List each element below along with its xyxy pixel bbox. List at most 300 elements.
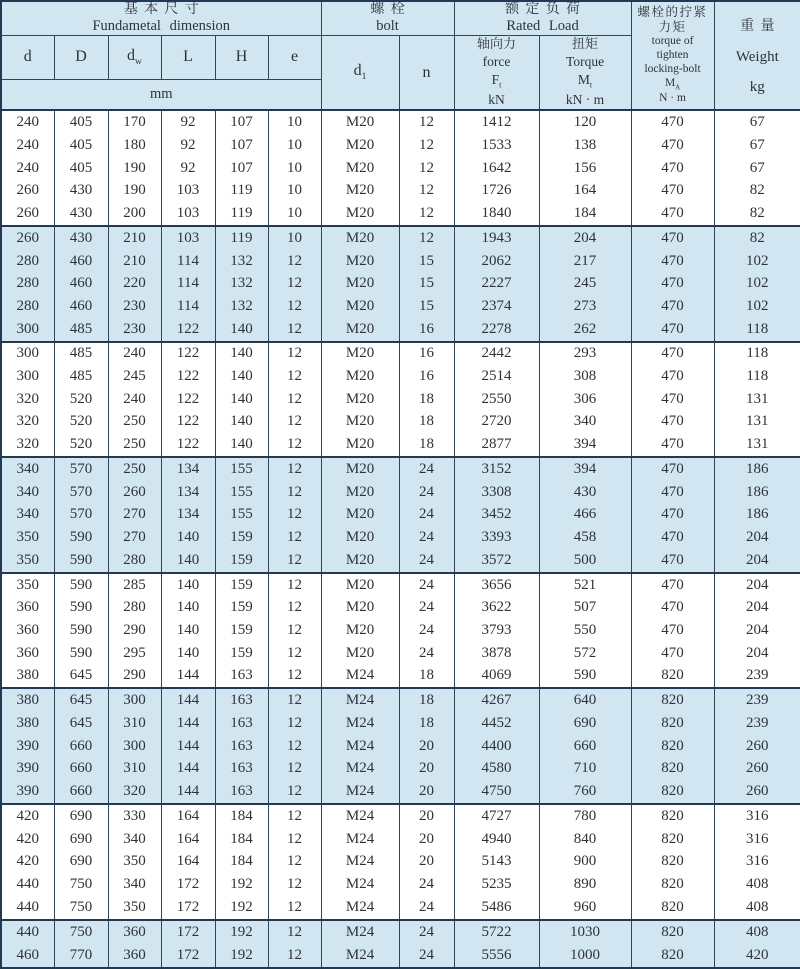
cell-d: 360 (1, 619, 54, 642)
cell-H: 159 (215, 549, 268, 573)
cell-e: 12 (268, 250, 321, 273)
cell-n: 18 (399, 388, 454, 411)
cell-L: 140 (161, 642, 215, 665)
cell-n: 24 (399, 944, 454, 968)
cell-locking_torque: 470 (631, 134, 714, 157)
cell-torque: 1000 (539, 944, 631, 968)
cell-D: 460 (54, 250, 108, 273)
cell-D: 485 (54, 342, 108, 366)
cell-weight: 260 (714, 758, 800, 781)
cell-D: 690 (54, 851, 108, 874)
cell-e: 12 (268, 758, 321, 781)
cell-force: 1412 (454, 110, 539, 134)
cell-n: 18 (399, 411, 454, 434)
header-rated-load-zh: 额定负荷 (505, 2, 587, 17)
cell-n: 15 (399, 295, 454, 318)
table-row (1, 758, 800, 781)
cell-d: 280 (1, 272, 54, 295)
table-row (1, 549, 800, 573)
cell-e: 12 (268, 735, 321, 758)
cell-locking_torque: 470 (631, 433, 714, 457)
cell-torque: 500 (539, 549, 631, 573)
cell-torque: 521 (539, 573, 631, 597)
cell-d1: M24 (321, 804, 399, 828)
cell-locking_torque: 470 (631, 526, 714, 549)
cell-D: 590 (54, 597, 108, 620)
cell-dw: 295 (108, 642, 161, 665)
cell-force: 3656 (454, 573, 539, 597)
cell-e: 12 (268, 944, 321, 968)
cell-n: 12 (399, 179, 454, 202)
cell-weight: 408 (714, 873, 800, 896)
cell-weight: 204 (714, 597, 800, 620)
cell-d1: M20 (321, 157, 399, 180)
cell-L: 144 (161, 688, 215, 712)
cell-weight: 82 (714, 179, 800, 202)
cell-D: 590 (54, 573, 108, 597)
cell-D: 460 (54, 272, 108, 295)
cell-e: 12 (268, 318, 321, 342)
cell-force: 5722 (454, 920, 539, 944)
cell-H: 184 (215, 828, 268, 851)
cell-dw: 360 (108, 944, 161, 968)
cell-weight: 204 (714, 549, 800, 573)
cell-force: 5235 (454, 873, 539, 896)
cell-locking_torque: 820 (631, 664, 714, 688)
col-header-force-en: force (482, 54, 511, 70)
cell-d1: M24 (321, 851, 399, 874)
cell-force: 2877 (454, 433, 539, 457)
cell-force: 2278 (454, 318, 539, 342)
cell-D: 590 (54, 549, 108, 573)
cell-d: 440 (1, 896, 54, 920)
table-row (1, 411, 800, 434)
cell-torque: 960 (539, 896, 631, 920)
cell-H: 184 (215, 851, 268, 874)
table-row (1, 433, 800, 457)
cell-H: 184 (215, 804, 268, 828)
table-row (1, 365, 800, 388)
cell-weight: 204 (714, 619, 800, 642)
header-locking-torque-en1: torque of (651, 35, 694, 48)
cell-d: 340 (1, 481, 54, 504)
cell-d1: M20 (321, 342, 399, 366)
cell-d: 380 (1, 688, 54, 712)
table-row (1, 226, 800, 250)
cell-dw: 320 (108, 780, 161, 804)
cell-force: 3452 (454, 504, 539, 527)
cell-d1: M20 (321, 597, 399, 620)
cell-d: 260 (1, 226, 54, 250)
cell-n: 24 (399, 457, 454, 481)
cell-dw: 240 (108, 342, 161, 366)
cell-dw: 230 (108, 318, 161, 342)
cell-e: 10 (268, 226, 321, 250)
cell-H: 159 (215, 619, 268, 642)
cell-d1: M20 (321, 457, 399, 481)
cell-D: 570 (54, 457, 108, 481)
cell-force: 2720 (454, 411, 539, 434)
header-bolt-en: bolt (376, 18, 399, 35)
cell-e: 10 (268, 134, 321, 157)
cell-d1: M20 (321, 179, 399, 202)
cell-weight: 408 (714, 920, 800, 944)
cell-H: 132 (215, 250, 268, 273)
cell-L: 103 (161, 226, 215, 250)
cell-D: 750 (54, 873, 108, 896)
cell-weight: 67 (714, 134, 800, 157)
cell-locking_torque: 820 (631, 944, 714, 968)
cell-d1: M24 (321, 664, 399, 688)
cell-D: 690 (54, 828, 108, 851)
cell-locking_torque: 820 (631, 712, 714, 735)
cell-H: 163 (215, 780, 268, 804)
cell-d: 320 (1, 388, 54, 411)
cell-n: 24 (399, 896, 454, 920)
cell-d: 260 (1, 202, 54, 226)
cell-locking_torque: 470 (631, 226, 714, 250)
cell-n: 20 (399, 735, 454, 758)
cell-force: 3572 (454, 549, 539, 573)
cell-dw: 285 (108, 573, 161, 597)
cell-H: 132 (215, 295, 268, 318)
cell-torque: 572 (539, 642, 631, 665)
table-row (1, 712, 800, 735)
cell-d: 380 (1, 664, 54, 688)
cell-d1: M24 (321, 712, 399, 735)
cell-n: 24 (399, 504, 454, 527)
cell-locking_torque: 820 (631, 851, 714, 874)
table-row (1, 920, 800, 944)
cell-H: 107 (215, 157, 268, 180)
table-row (1, 804, 800, 828)
table-row (1, 780, 800, 804)
cell-L: 164 (161, 804, 215, 828)
cell-D: 520 (54, 411, 108, 434)
cell-force: 3793 (454, 619, 539, 642)
cell-locking_torque: 470 (631, 619, 714, 642)
cell-H: 159 (215, 526, 268, 549)
cell-weight: 67 (714, 110, 800, 134)
cell-L: 134 (161, 504, 215, 527)
cell-force: 1533 (454, 134, 539, 157)
cell-H: 163 (215, 712, 268, 735)
cell-H: 140 (215, 365, 268, 388)
header-fundamental-dimension (1, 1, 321, 35)
cell-d1: M24 (321, 780, 399, 804)
cell-L: 144 (161, 664, 215, 688)
cell-e: 12 (268, 896, 321, 920)
col-header-force (454, 35, 539, 110)
cell-force: 4069 (454, 664, 539, 688)
header-locking-torque-symbol: $M_A$ (664, 76, 681, 91)
cell-D: 660 (54, 780, 108, 804)
cell-L: 140 (161, 597, 215, 620)
cell-weight: 102 (714, 295, 800, 318)
cell-H: 159 (215, 642, 268, 665)
cell-weight: 316 (714, 828, 800, 851)
cell-weight: 260 (714, 780, 800, 804)
cell-dw: 270 (108, 504, 161, 527)
cell-weight: 82 (714, 226, 800, 250)
cell-D: 485 (54, 365, 108, 388)
cell-dw: 350 (108, 896, 161, 920)
cell-d: 440 (1, 873, 54, 896)
cell-locking_torque: 820 (631, 873, 714, 896)
cell-force: 1642 (454, 157, 539, 180)
cell-torque: 293 (539, 342, 631, 366)
header-locking-torque-zh2: 力矩 (658, 20, 687, 35)
table-row (1, 457, 800, 481)
table-header (1, 1, 800, 110)
cell-dw: 180 (108, 134, 161, 157)
header-locking-torque-en3: locking-bolt (644, 62, 701, 75)
cell-n: 12 (399, 134, 454, 157)
cell-L: 140 (161, 549, 215, 573)
cell-d: 350 (1, 573, 54, 597)
cell-H: 140 (215, 388, 268, 411)
col-header-e: e (268, 35, 321, 79)
cell-dw: 230 (108, 295, 161, 318)
cell-D: 405 (54, 157, 108, 180)
table-row (1, 342, 800, 366)
cell-locking_torque: 470 (631, 573, 714, 597)
cell-n: 24 (399, 526, 454, 549)
table-row (1, 110, 800, 134)
cell-n: 16 (399, 365, 454, 388)
table-row (1, 873, 800, 896)
table-row (1, 688, 800, 712)
cell-dw: 360 (108, 920, 161, 944)
cell-force: 3152 (454, 457, 539, 481)
cell-n: 24 (399, 642, 454, 665)
cell-n: 18 (399, 664, 454, 688)
cell-d: 320 (1, 411, 54, 434)
cell-n: 24 (399, 597, 454, 620)
col-header-torque-zh: 扭矩 (572, 36, 599, 52)
cell-n: 12 (399, 110, 454, 134)
cell-H: 140 (215, 342, 268, 366)
cell-d: 340 (1, 457, 54, 481)
cell-force: 5556 (454, 944, 539, 968)
cell-d: 320 (1, 433, 54, 457)
cell-H: 155 (215, 457, 268, 481)
cell-weight: 186 (714, 504, 800, 527)
header-bolt (321, 1, 454, 35)
cell-H: 107 (215, 110, 268, 134)
cell-d: 240 (1, 110, 54, 134)
cell-torque: 262 (539, 318, 631, 342)
col-header-d: d (1, 35, 54, 79)
cell-force: 4580 (454, 758, 539, 781)
table-row (1, 573, 800, 597)
cell-torque: 458 (539, 526, 631, 549)
cell-dw: 240 (108, 388, 161, 411)
cell-e: 12 (268, 433, 321, 457)
cell-locking_torque: 470 (631, 388, 714, 411)
table-row (1, 388, 800, 411)
cell-D: 405 (54, 134, 108, 157)
cell-D: 690 (54, 804, 108, 828)
cell-weight: 260 (714, 735, 800, 758)
cell-torque: 184 (539, 202, 631, 226)
cell-torque: 780 (539, 804, 631, 828)
cell-weight: 82 (714, 202, 800, 226)
cell-force: 1943 (454, 226, 539, 250)
cell-dw: 270 (108, 526, 161, 549)
cell-dw: 290 (108, 664, 161, 688)
cell-L: 144 (161, 735, 215, 758)
cell-e: 12 (268, 411, 321, 434)
cell-D: 750 (54, 920, 108, 944)
col-header-n: n (399, 35, 454, 110)
cell-e: 12 (268, 804, 321, 828)
cell-weight: 131 (714, 411, 800, 434)
cell-dw: 190 (108, 157, 161, 180)
table-row (1, 642, 800, 665)
cell-d: 340 (1, 504, 54, 527)
cell-dw: 210 (108, 226, 161, 250)
header-fundamental-dimension-en: Fundametal dimension (92, 18, 231, 35)
cell-torque: 710 (539, 758, 631, 781)
cell-locking_torque: 470 (631, 110, 714, 134)
cell-d: 440 (1, 920, 54, 944)
cell-d1: M20 (321, 202, 399, 226)
cell-L: 92 (161, 134, 215, 157)
cell-force: 4267 (454, 688, 539, 712)
cell-L: 114 (161, 250, 215, 273)
cell-weight: 316 (714, 804, 800, 828)
cell-dw: 250 (108, 433, 161, 457)
cell-n: 20 (399, 851, 454, 874)
cell-D: 590 (54, 619, 108, 642)
cell-d1: M24 (321, 688, 399, 712)
cell-dw: 280 (108, 597, 161, 620)
cell-force: 3393 (454, 526, 539, 549)
cell-locking_torque: 470 (631, 295, 714, 318)
cell-d1: M20 (321, 388, 399, 411)
cell-e: 12 (268, 664, 321, 688)
header-bolt-zh: 螺栓 (370, 2, 411, 17)
cell-H: 163 (215, 735, 268, 758)
cell-torque: 273 (539, 295, 631, 318)
cell-torque: 690 (539, 712, 631, 735)
cell-locking_torque: 470 (631, 642, 714, 665)
cell-L: 114 (161, 295, 215, 318)
cell-H: 140 (215, 318, 268, 342)
cell-locking_torque: 470 (631, 342, 714, 366)
cell-n: 20 (399, 828, 454, 851)
cell-L: 164 (161, 851, 215, 874)
cell-weight: 118 (714, 318, 800, 342)
cell-d: 460 (1, 944, 54, 968)
cell-e: 12 (268, 873, 321, 896)
cell-weight: 316 (714, 851, 800, 874)
cell-H: 163 (215, 664, 268, 688)
cell-L: 144 (161, 712, 215, 735)
cell-locking_torque: 470 (631, 481, 714, 504)
table-row (1, 619, 800, 642)
cell-e: 10 (268, 179, 321, 202)
cell-d: 390 (1, 735, 54, 758)
cell-dw: 290 (108, 619, 161, 642)
cell-D: 570 (54, 481, 108, 504)
cell-d1: M20 (321, 134, 399, 157)
header-locking-torque (631, 1, 714, 110)
table-row (1, 250, 800, 273)
cell-n: 12 (399, 202, 454, 226)
cell-d1: M20 (321, 549, 399, 573)
cell-torque: 120 (539, 110, 631, 134)
cell-n: 20 (399, 780, 454, 804)
cell-d1: M20 (321, 642, 399, 665)
cell-dw: 190 (108, 179, 161, 202)
cell-dw: 220 (108, 272, 161, 295)
cell-n: 20 (399, 758, 454, 781)
cell-d: 420 (1, 851, 54, 874)
cell-L: 92 (161, 157, 215, 180)
cell-force: 4727 (454, 804, 539, 828)
cell-L: 144 (161, 780, 215, 804)
cell-force: 2062 (454, 250, 539, 273)
cell-e: 12 (268, 526, 321, 549)
cell-L: 172 (161, 873, 215, 896)
table-row (1, 851, 800, 874)
cell-d: 300 (1, 365, 54, 388)
cell-force: 2374 (454, 295, 539, 318)
cell-L: 122 (161, 342, 215, 366)
cell-e: 12 (268, 920, 321, 944)
cell-force: 2514 (454, 365, 539, 388)
cell-d1: M24 (321, 873, 399, 896)
cell-torque: 1030 (539, 920, 631, 944)
cell-torque: 308 (539, 365, 631, 388)
cell-weight: 118 (714, 342, 800, 366)
cell-weight: 239 (714, 688, 800, 712)
col-header-L: L (161, 35, 215, 79)
cell-weight: 118 (714, 365, 800, 388)
cell-dw: 280 (108, 549, 161, 573)
cell-d1: M24 (321, 896, 399, 920)
col-header-force-unit: kN (488, 92, 505, 108)
cell-d1: M20 (321, 272, 399, 295)
cell-n: 24 (399, 619, 454, 642)
cell-force: 2227 (454, 272, 539, 295)
cell-torque: 890 (539, 873, 631, 896)
cell-n: 24 (399, 481, 454, 504)
cell-d1: M24 (321, 920, 399, 944)
cell-L: 140 (161, 573, 215, 597)
cell-H: 192 (215, 896, 268, 920)
cell-d: 240 (1, 157, 54, 180)
cell-n: 24 (399, 549, 454, 573)
cell-D: 430 (54, 202, 108, 226)
col-header-torque (539, 35, 631, 110)
cell-torque: 466 (539, 504, 631, 527)
cell-D: 460 (54, 295, 108, 318)
cell-dw: 300 (108, 735, 161, 758)
cell-dw: 350 (108, 851, 161, 874)
table-row (1, 272, 800, 295)
cell-d1: M20 (321, 619, 399, 642)
cell-n: 16 (399, 342, 454, 366)
cell-L: 103 (161, 179, 215, 202)
cell-L: 172 (161, 944, 215, 968)
cell-d: 240 (1, 134, 54, 157)
header-rated-load-en: Rated Load (506, 18, 579, 35)
cell-d1: M20 (321, 504, 399, 527)
cell-torque: 590 (539, 664, 631, 688)
